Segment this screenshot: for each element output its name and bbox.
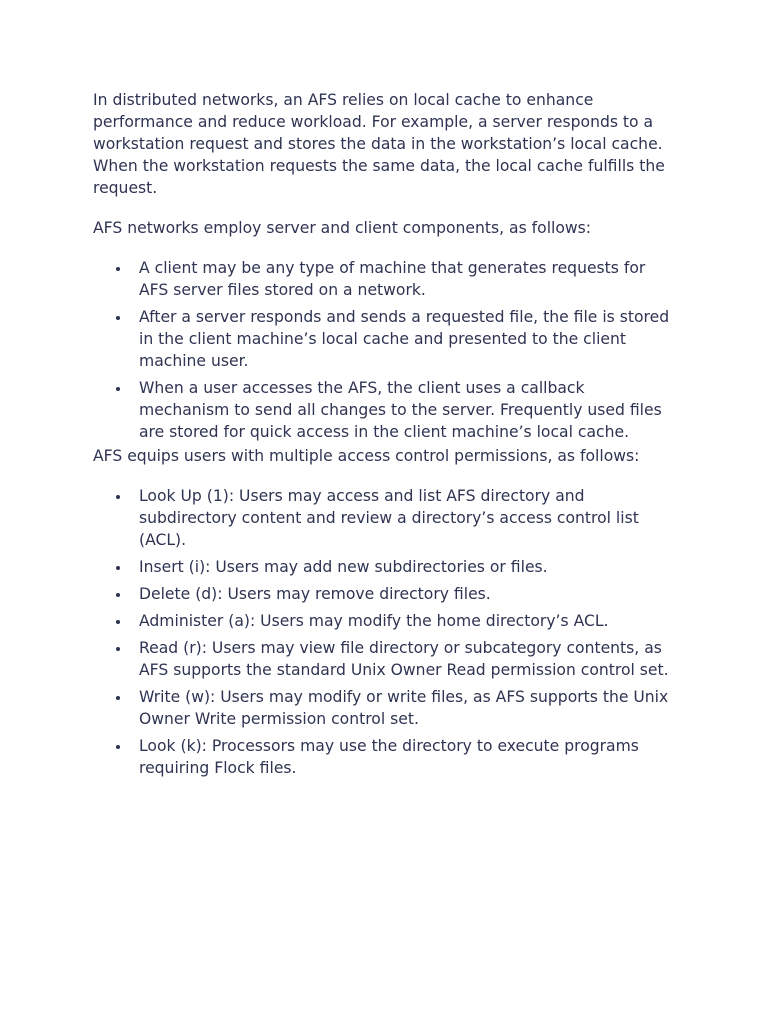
list-item: When a user accesses the AFS, the client uses a callback mechanism to send all changes to the server. Frequently used files are stored for quick access in the client machine’s local cache. xyxy=(93,377,678,443)
list-item: Look Up (1): Users may access and list AFS directory and subdirectory content and review a directory’s access control list (ACL). xyxy=(93,485,678,551)
list-item: A client may be any type of machine that generates requests for AFS server files stored on a network. xyxy=(93,257,678,301)
list-item: After a server responds and sends a requested file, the file is stored in the client machine’s local cache and presented to the client machine user. xyxy=(93,306,678,372)
list-item: Delete (d): Users may remove directory files. xyxy=(93,583,678,605)
list-item: Read (r): Users may view file directory or subcategory contents, as AFS supports the standard Unix Owner Read permission control set. xyxy=(93,637,678,681)
components-list xyxy=(93,257,678,443)
components-intro-paragraph: AFS networks employ server and client components, as follows: xyxy=(93,219,592,237)
list-item: Write (w): Users may modify or write files, as AFS supports the Unix Owner Write permission control set. xyxy=(93,686,678,730)
list-item: Insert (i): Users may add new subdirectories or files. xyxy=(93,556,678,578)
list-item: Administer (a): Users may modify the home directory’s ACL. xyxy=(93,610,678,632)
list-item: Look (k): Processors may use the directory to execute programs requiring Flock files. xyxy=(93,735,678,779)
permissions-list xyxy=(93,485,678,779)
document-body xyxy=(93,89,678,784)
permissions-intro-paragraph: AFS equips users with multiple access control permissions, as follows: xyxy=(93,447,640,465)
intro-paragraph: In distributed networks, an AFS relies on local cache to enhance performance and reduce workload. For example, a server responds to a workstation request and stores the data in the workstation’s local cache. When the workstation requests the same data, the local cache fulfills the request. xyxy=(93,91,665,197)
